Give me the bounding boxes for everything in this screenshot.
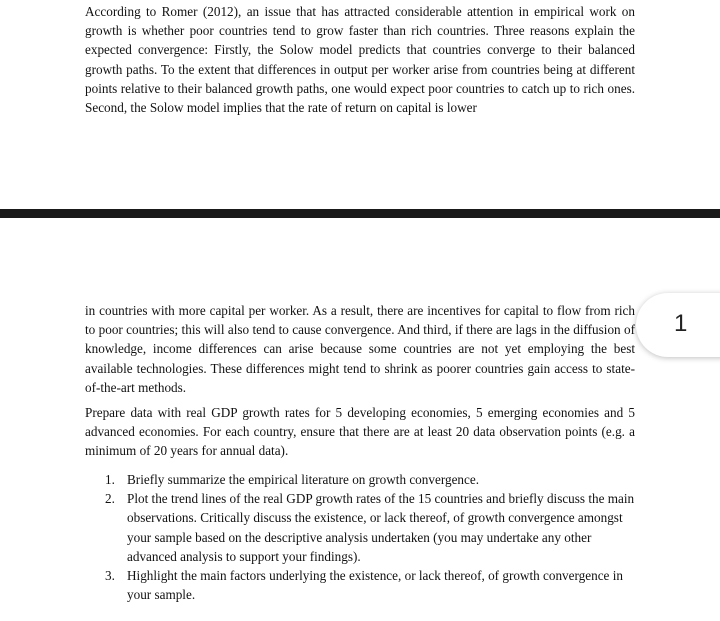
page-number-value: 1 xyxy=(674,310,688,337)
task-text: Plot the trend lines of the real GDP growth rates of the 15 countries and briefly discuss the main observations. Critically discuss the existence, or lack thereof, of growth convergence amongst your sample based on the descriptive analysis undertaken (you may undertake any other advanced analysis to support your findings). xyxy=(127,491,635,564)
task-number: 3. xyxy=(105,568,115,584)
task-text: Briefly summarize the empirical literature on growth convergence. xyxy=(127,472,480,487)
task-item xyxy=(85,566,635,604)
task-number: 2. xyxy=(105,491,115,507)
paragraph-romer-convergence: According to Romer (2012), an issue that has attracted considerable attention in empirical work on growth is whether poor countries tend to grow faster than rich countries. Three reasons explain the expected convergence: Firstly, the Solow model predicts that countries converge to their balanced growth paths. To the extent that differences in output per worker arise from countries being at different points relative to their balanced growth paths, one would expect poor countries to catch up to rich ones. Second, the Solow model implies that the rate of return on capital is lower xyxy=(85,4,635,116)
page-break-divider xyxy=(0,209,720,218)
task-number: 1. xyxy=(105,472,115,487)
document-page-top xyxy=(0,0,720,209)
paragraph-continued: in countries with more capital per worker. As a result, there are incentives for capital to flow from rich to poor countries; this will also tend to cause convergence. And third, if there are lags in the diffusion of knowledge, income differences can arise because some countries are not yet employing the best available technologies. These differences might tend to shrink as poorer countries gain access to state-of-the-art methods. xyxy=(85,303,635,395)
paragraph-task-instructions: Prepare data with real GDP growth rates for 5 developing economies, 5 emerging economies and 5 advanced economies. For each country, ensure that there are at least 20 data observation points (e.g. a minimum of 20 years for annual data). xyxy=(85,405,635,459)
task-item xyxy=(85,489,635,566)
task-item xyxy=(85,470,635,489)
task-list xyxy=(85,470,635,604)
page-number-indicator[interactable] xyxy=(636,293,720,357)
task-text: Highlight the main factors underlying the existence, or lack thereof, of growth convergence in your sample. xyxy=(127,568,623,603)
